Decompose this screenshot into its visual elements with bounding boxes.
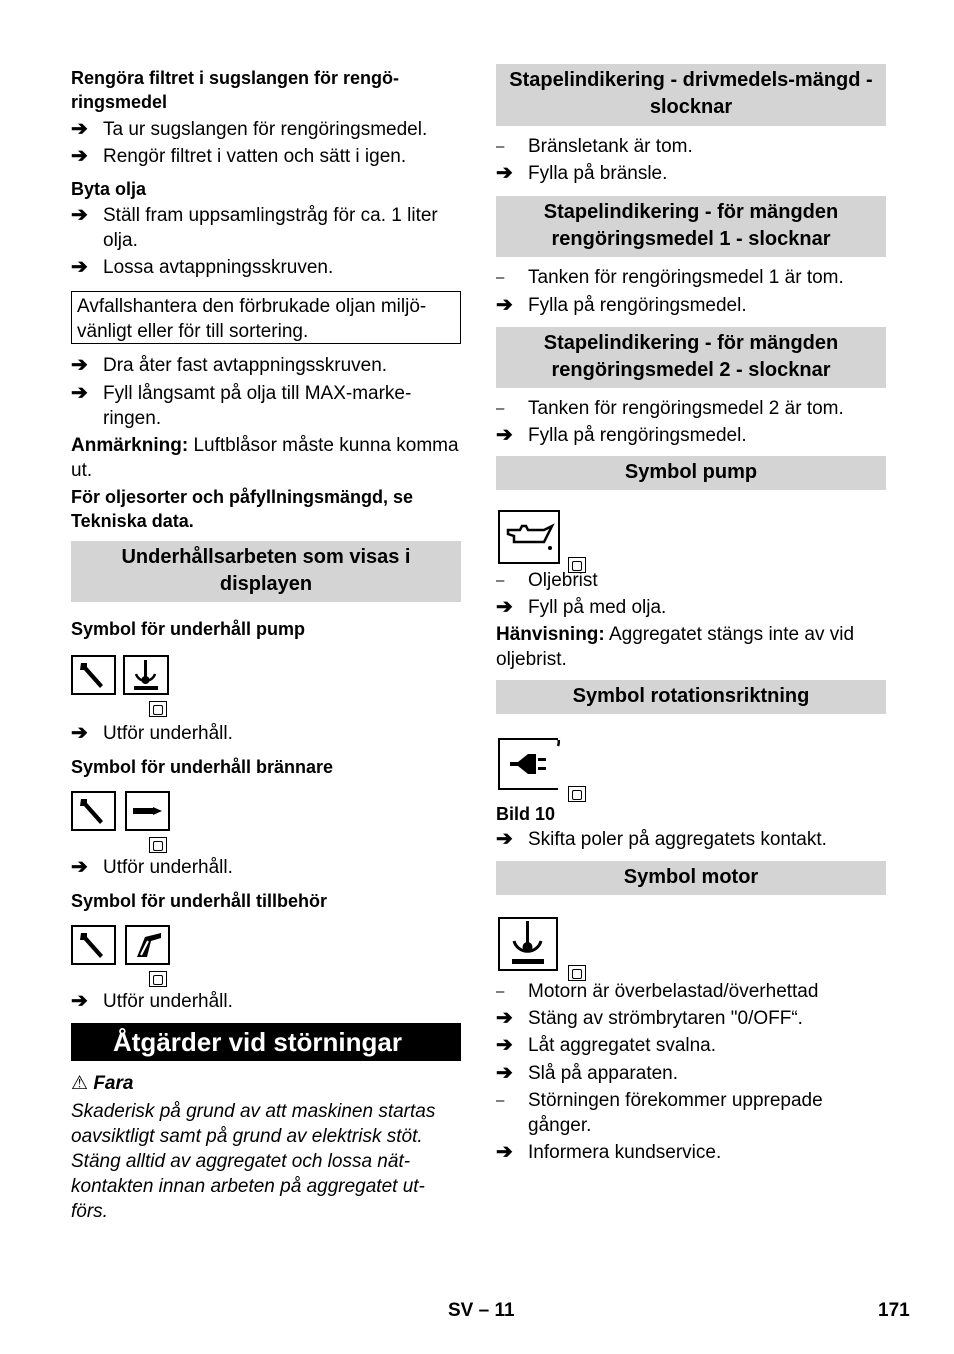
cause: – Oljebrist (496, 570, 598, 591)
arrow-icon: ➔ (496, 828, 513, 850)
cause: – Tanken för rengöringsmedel 1 är tom. (496, 267, 844, 288)
section-heading-maintenance: Underhållsarbeten som visas i displayen (71, 541, 461, 602)
oil-symbol-row (496, 510, 886, 574)
step: ➔ Ta ur sugslangen för rengöringsmedel. (71, 118, 428, 140)
wrench-icon (71, 925, 116, 965)
dash-icon: – (496, 269, 505, 286)
step: ➔ Informera kundservice. (496, 1141, 722, 1163)
arrow-icon: ➔ (71, 145, 88, 167)
arrow-icon: ➔ (496, 1034, 513, 1056)
step: ➔ Utför underhåll. (71, 856, 233, 878)
arrow-icon: ➔ (496, 596, 513, 618)
page-number: 171 (878, 1300, 910, 1321)
step: ➔ Fylla på bränsle. (496, 162, 668, 184)
heading-detergent1-bar: Stapelindikering - för mängden rengöringsmedel 1 - slocknar (496, 196, 886, 257)
wrench-icon (71, 655, 116, 695)
section-title-filter: Rengöra filtret i sugslangen för rengö-ringsmedel (71, 68, 400, 112)
pump-maintenance-symbols (71, 655, 461, 721)
step: ➔ Lossa avtappningsskruven. (71, 256, 334, 278)
step: ➔ Utför underhåll. (71, 722, 233, 744)
step: ➔ Utför underhåll. (71, 990, 233, 1012)
step: ➔ Skifta poler på aggregatets kontakt. (496, 828, 827, 850)
dash-icon: – (496, 983, 505, 1000)
rotation-symbol-row (496, 734, 886, 804)
arrow-icon: ➔ (71, 204, 88, 226)
wrench-icon (71, 791, 116, 831)
step: ➔ Ställ fram uppsamlingstråg för ca. 1 liter olja. (71, 204, 438, 251)
cause: – Bränsletank är tom. (496, 136, 693, 157)
arrow-icon: ➔ (496, 294, 513, 316)
cause: – Störningen förekommer upprepade gånger. (496, 1090, 823, 1136)
dash-icon: – (496, 572, 505, 589)
arrow-icon: ➔ (71, 118, 88, 140)
dash-icon: – (496, 400, 505, 417)
burner-maintenance-symbols (71, 791, 461, 855)
step: ➔ Låt aggregatet svalna. (496, 1034, 717, 1056)
accessory-maintenance-title: Symbol för underhåll tillbehör (71, 891, 328, 911)
arrow-icon: ➔ (71, 856, 88, 878)
arrow-icon: ➔ (71, 354, 88, 376)
step: ➔ Fylla på rengöringsmedel. (496, 294, 747, 316)
heading-symbol-rotation: Symbol rotationsriktning (496, 680, 886, 714)
arrow-icon: ➔ (496, 1141, 513, 1163)
note-box: Avfallshantera den förbrukade oljan miljö-vänligt eller för till sortering. (71, 291, 461, 344)
pump-thermo-icon (123, 655, 169, 695)
plug-rotation-icon (498, 738, 558, 790)
arrow-icon: ➔ (496, 424, 513, 446)
heading-symbol-motor: Symbol motor (496, 861, 886, 895)
arrow-icon: ➔ (71, 256, 88, 278)
note: Hänvisning: Aggregatet stängs inte av vid oljebrist. (496, 624, 855, 670)
dash-icon: – (496, 138, 505, 155)
step: ➔ Fyll långsamt på olja till MAX-marke-ringen. (71, 382, 412, 429)
status-indicator-icon (149, 837, 167, 853)
burner-maintenance-title: Symbol för underhåll brännare (71, 757, 334, 777)
arrow-icon: ➔ (71, 382, 88, 404)
oil-can-icon (498, 510, 560, 564)
arrow-icon: ➔ (71, 722, 88, 744)
arrow-icon: ➔ (496, 1007, 513, 1029)
step: ➔ Fyll på med olja. (496, 596, 667, 618)
right-column (496, 64, 886, 1165)
status-indicator-icon (568, 786, 586, 802)
step: ➔ Rengör filtret i vatten och sätt i igen. (71, 145, 407, 167)
pump-maintenance-title: Symbol för underhåll pump (71, 619, 306, 639)
section-title-oil: Byta olja (71, 179, 147, 199)
status-indicator-icon (149, 971, 167, 987)
heading-detergent2-bar: Stapelindikering - för mängden rengöringsmedel 2 - slocknar (496, 327, 886, 388)
cause: – Motorn är överbelastad/överhettad (496, 981, 819, 1002)
spray-gun-icon (125, 925, 170, 965)
step: ➔ Fylla på rengöringsmedel. (496, 424, 747, 446)
arrow-icon: ➔ (496, 162, 513, 184)
burner-icon (125, 791, 170, 831)
warning-icon: ⚠ (71, 1073, 89, 1094)
danger-label: ⚠ Fara (71, 1073, 134, 1094)
chapter-heading: Åtgärder vid störningar (71, 1023, 461, 1061)
bold-note: För oljesorter och påfyllningsmängd, se Tekniska data. (71, 487, 414, 531)
footer-section: SV – 11 (448, 1300, 515, 1321)
status-indicator-icon (149, 701, 167, 717)
cause: – Tanken för rengöringsmedel 2 är tom. (496, 398, 844, 419)
dash-icon: – (496, 1092, 505, 1109)
heading-symbol-pump: Symbol pump (496, 456, 886, 490)
remark: Anmärkning: Luftblåsor måste kunna komma ut. (71, 435, 459, 481)
step: ➔ Stäng av strömbrytaren "0/OFF“. (496, 1007, 803, 1029)
step: ➔ Slå på apparaten. (496, 1062, 679, 1084)
motor-symbol-row (496, 913, 886, 983)
accessory-maintenance-symbols (71, 925, 461, 989)
arrow-icon: ➔ (496, 1062, 513, 1084)
heading-fuel-bar: Stapelindikering - drivmedels-mängd - slocknar (496, 64, 886, 126)
step: ➔ Dra åter fast avtappningsskruven. (71, 354, 388, 376)
left-column (71, 64, 461, 1224)
motor-thermo-icon (498, 917, 558, 971)
arrow-icon: ➔ (71, 990, 88, 1012)
figure-label: Bild 10 (496, 804, 556, 824)
danger-text: Skaderisk på grund av att maskinen startas oavsiktligt samt på grund av elektrisk stöt. Stäng alltid av aggregatet och lossa nät-kontakten innan arbeten på aggregatet ut-förs. (71, 1101, 436, 1222)
